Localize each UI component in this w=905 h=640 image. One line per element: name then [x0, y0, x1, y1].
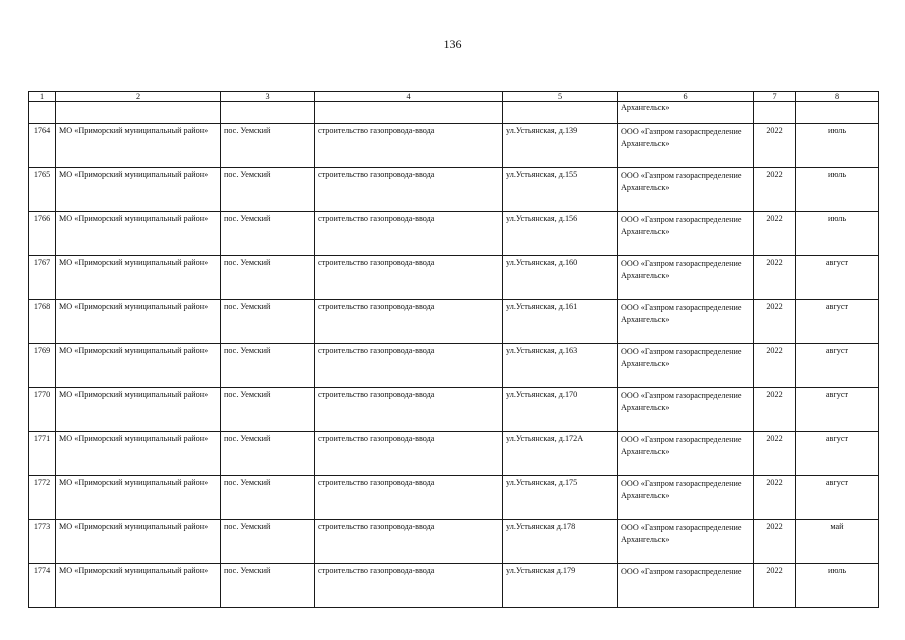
work-type-cell: строительство газопровода-ввода: [315, 212, 503, 256]
address-cell: ул.Устьянская, д.163: [503, 344, 618, 388]
settlement-cell: пос. Уемский: [221, 344, 315, 388]
organization-cell: ООО «Газпром газораспределение Архангельск»: [618, 300, 754, 344]
table-cell: [56, 102, 221, 124]
year-cell: 2022: [754, 212, 796, 256]
year-cell: 2022: [754, 256, 796, 300]
row-number-cell: 1770: [29, 388, 56, 432]
address-cell: ул.Устьянская, д.155: [503, 168, 618, 212]
address-cell: ул.Устьянская, д.170: [503, 388, 618, 432]
settlement-cell: пос. Уемский: [221, 432, 315, 476]
column-number-header-row: [29, 92, 879, 102]
row-number-cell: 1768: [29, 300, 56, 344]
municipality-cell: МО «Приморский муниципальный район»: [56, 476, 221, 520]
work-type-cell: строительство газопровода-ввода: [315, 300, 503, 344]
table-row: [29, 124, 879, 168]
address-cell: ул.Устьянская д.179: [503, 564, 618, 608]
settlement-cell: пос. Уемский: [221, 300, 315, 344]
settlement-cell: пос. Уемский: [221, 520, 315, 564]
municipality-cell: МО «Приморский муниципальный район»: [56, 564, 221, 608]
table-row: [29, 300, 879, 344]
table-row: [29, 344, 879, 388]
column-number-cell: 3: [221, 92, 315, 102]
table-row: [29, 168, 879, 212]
settlement-cell: пос. Уемский: [221, 476, 315, 520]
organization-cell: ООО «Газпром газораспределение Архангельск»: [618, 256, 754, 300]
table-cell: [221, 102, 315, 124]
settlement-cell: пос. Уемский: [221, 212, 315, 256]
month-cell: август: [796, 300, 879, 344]
row-number-cell: 1772: [29, 476, 56, 520]
municipality-cell: МО «Приморский муниципальный район»: [56, 300, 221, 344]
column-number-cell: 2: [56, 92, 221, 102]
continuation-row: [29, 102, 879, 124]
page-number: 136: [443, 37, 462, 51]
table-cell: [315, 102, 503, 124]
work-type-cell: строительство газопровода-ввода: [315, 520, 503, 564]
organization-cell: ООО «Газпром газораспределение Архангельск»: [618, 432, 754, 476]
work-type-cell: строительство газопровода-ввода: [315, 168, 503, 212]
organization-cell: ООО «Газпром газораспределение Архангельск»: [618, 520, 754, 564]
year-cell: 2022: [754, 432, 796, 476]
organization-cell: ООО «Газпром газораспределение Архангельск»: [618, 476, 754, 520]
row-number-cell: 1765: [29, 168, 56, 212]
work-type-cell: строительство газопровода-ввода: [315, 564, 503, 608]
table-row: [29, 564, 879, 608]
row-number-cell: 1774: [29, 564, 56, 608]
organization-cell: ООО «Газпром газораспределение Архангельск»: [618, 388, 754, 432]
column-number-cell: 1: [29, 92, 56, 102]
work-type-cell: строительство газопровода-ввода: [315, 344, 503, 388]
municipality-cell: МО «Приморский муниципальный район»: [56, 520, 221, 564]
table-cell: [796, 102, 879, 124]
municipality-cell: МО «Приморский муниципальный район»: [56, 432, 221, 476]
work-type-cell: строительство газопровода-ввода: [315, 476, 503, 520]
work-type-cell: строительство газопровода-ввода: [315, 388, 503, 432]
address-cell: ул.Устьянская, д.139: [503, 124, 618, 168]
address-cell: ул.Устьянская, д.156: [503, 212, 618, 256]
municipality-cell: МО «Приморский муниципальный район»: [56, 124, 221, 168]
settlement-cell: пос. Уемский: [221, 564, 315, 608]
month-cell: июль: [796, 564, 879, 608]
column-number-cell: 8: [796, 92, 879, 102]
address-cell: ул.Устьянская д.178: [503, 520, 618, 564]
month-cell: июль: [796, 212, 879, 256]
year-cell: 2022: [754, 124, 796, 168]
table-row: [29, 476, 879, 520]
table-row: [29, 388, 879, 432]
column-number-cell: 6: [618, 92, 754, 102]
municipality-cell: МО «Приморский муниципальный район»: [56, 344, 221, 388]
address-cell: ул.Устьянская, д.160: [503, 256, 618, 300]
year-cell: 2022: [754, 300, 796, 344]
month-cell: август: [796, 432, 879, 476]
address-cell: ул.Устьянская, д.161: [503, 300, 618, 344]
month-cell: август: [796, 344, 879, 388]
year-cell: 2022: [754, 168, 796, 212]
table-cell: [503, 102, 618, 124]
year-cell: 2022: [754, 476, 796, 520]
row-number-cell: 1771: [29, 432, 56, 476]
table-row: [29, 432, 879, 476]
work-type-cell: строительство газопровода-ввода: [315, 124, 503, 168]
row-number-cell: 1773: [29, 520, 56, 564]
address-cell: ул.Устьянская, д.175: [503, 476, 618, 520]
column-number-cell: 7: [754, 92, 796, 102]
work-type-cell: строительство газопровода-ввода: [315, 432, 503, 476]
year-cell: 2022: [754, 564, 796, 608]
row-number-cell: 1764: [29, 124, 56, 168]
column-number-cell: 4: [315, 92, 503, 102]
month-cell: июль: [796, 124, 879, 168]
row-number-cell: 1769: [29, 344, 56, 388]
gas-pipeline-schedule-table: [28, 91, 879, 608]
organization-cell: ООО «Газпром газораспределение Архангельск»: [618, 212, 754, 256]
month-cell: май: [796, 520, 879, 564]
month-cell: август: [796, 476, 879, 520]
municipality-cell: МО «Приморский муниципальный район»: [56, 388, 221, 432]
settlement-cell: пос. Уемский: [221, 168, 315, 212]
organization-cell: ООО «Газпром газораспределение Архангельск»: [618, 344, 754, 388]
row-number-cell: 1766: [29, 212, 56, 256]
work-type-cell: строительство газопровода-ввода: [315, 256, 503, 300]
table-row: [29, 256, 879, 300]
table-cell: [29, 102, 56, 124]
table-row: [29, 520, 879, 564]
month-cell: август: [796, 388, 879, 432]
settlement-cell: пос. Уемский: [221, 124, 315, 168]
year-cell: 2022: [754, 344, 796, 388]
year-cell: 2022: [754, 520, 796, 564]
row-number-cell: 1767: [29, 256, 56, 300]
municipality-cell: МО «Приморский муниципальный район»: [56, 168, 221, 212]
table-cell: [754, 102, 796, 124]
address-cell: ул.Устьянская, д.172А: [503, 432, 618, 476]
month-cell: август: [796, 256, 879, 300]
table-row: [29, 212, 879, 256]
organization-cell: ООО «Газпром газораспределение Архангельск»: [618, 124, 754, 168]
table-cell: Архангельск»: [618, 102, 754, 124]
year-cell: 2022: [754, 388, 796, 432]
organization-cell: ООО «Газпром газораспределение: [618, 564, 754, 608]
month-cell: июль: [796, 168, 879, 212]
settlement-cell: пос. Уемский: [221, 388, 315, 432]
municipality-cell: МО «Приморский муниципальный район»: [56, 256, 221, 300]
municipality-cell: МО «Приморский муниципальный район»: [56, 212, 221, 256]
settlement-cell: пос. Уемский: [221, 256, 315, 300]
organization-cell: ООО «Газпром газораспределение Архангельск»: [618, 168, 754, 212]
column-number-cell: 5: [503, 92, 618, 102]
